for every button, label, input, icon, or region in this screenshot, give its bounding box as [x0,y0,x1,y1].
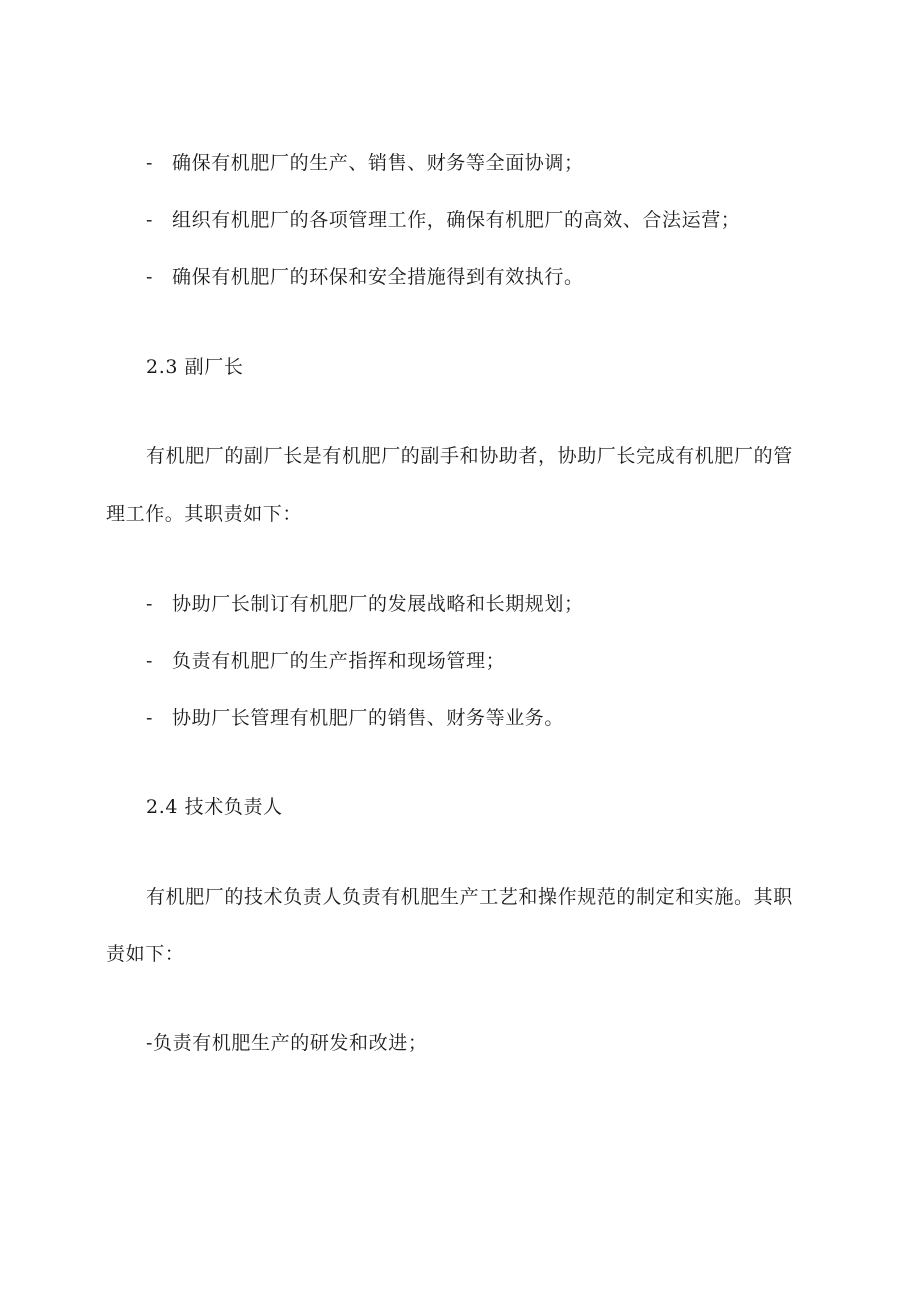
paragraph-line: 有机肥厂的副厂长是有机肥厂的副手和协助者，协助厂长完成有机肥厂的管 [146,445,793,467]
dash-marker: - [146,152,154,174]
list-item [146,264,584,290]
list-item: -负责有机肥生产的研发和改进； [146,1032,428,1054]
list-item-text: 确保有机肥厂的生产、销售、财务等全面协调； [172,152,584,174]
dash-marker: - [146,707,154,729]
list-item-text: 组织有机肥厂的各项管理工作，确保有机肥厂的高效、合法运营； [172,209,741,231]
list-item-text: 协助厂长管理有机肥厂的销售、财务等业务。 [172,707,565,729]
list-item-text: 负责有机肥厂的生产指挥和现场管理； [172,650,506,672]
list-item [146,591,584,617]
dash-marker: - [146,650,154,672]
list-item [146,207,740,233]
section-heading: 2.4 技术负责人 [146,796,283,818]
list-item [146,150,584,176]
list-item-text: 确保有机肥厂的环保和安全措施得到有效执行。 [172,266,584,288]
dash-marker: - [146,593,154,615]
list-item [146,648,505,674]
paragraph-line: 有机肥厂的技术负责人负责有机肥生产工艺和操作规范的制定和实施。其职 [146,886,793,908]
list-item [146,705,564,731]
dash-marker: - [146,266,154,288]
dash-marker: - [146,209,154,231]
paragraph-line: 责如下： [106,943,185,965]
paragraph-line: 理工作。其职责如下： [106,503,303,525]
list-item-text: 协助厂长制订有机肥厂的发展战略和长期规划； [172,593,584,615]
section-heading: 2.3 副厂长 [146,356,244,378]
